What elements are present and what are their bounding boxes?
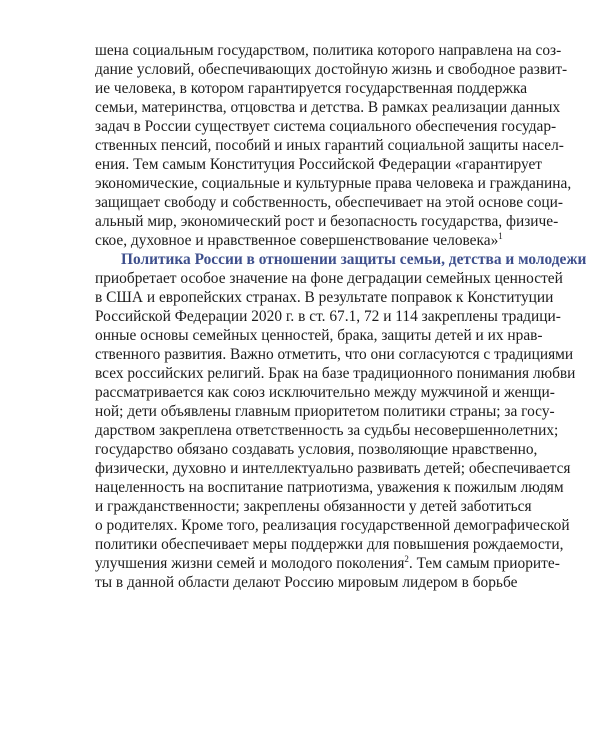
- footnote-ref[interactable]: 2: [404, 553, 409, 564]
- body-line: ты в данной области делают Россию мировым лидером в борьбе: [95, 574, 518, 591]
- body-line: онные основы семейных ценностей, брака, защиты детей и их нрав-: [95, 327, 543, 344]
- body-line: защищает свободу и собственность, обеспечивает на этой основе соци-: [95, 194, 564, 211]
- body-line: дарством закреплена ответственность за судьбы несовершеннолетних;: [95, 422, 559, 439]
- footnote-ref[interactable]: 1: [498, 230, 503, 241]
- body-line: [95, 553, 560, 573]
- body-line: задач в России существует система социального обеспечения государ-: [95, 118, 557, 135]
- body-line: нацеленность на воспитание патриотизма, уважения к пожилым людям: [95, 479, 564, 496]
- body-line: в США и европейских странах. В результате поправок к Конституции: [95, 289, 554, 306]
- body-line: ие человека, в котором гарантируется государственная поддержка: [95, 80, 528, 97]
- body-line: [95, 231, 506, 250]
- body-line: всех российских религий. Брак на базе традиционного понимания любви: [95, 365, 576, 382]
- body-line: шена социальным государством, политика которого направлена на соз-: [95, 42, 562, 59]
- body-line: экономические, социальные и культурные права человека и гражданина,: [95, 175, 572, 192]
- body-line: государство обязано создавать условия, позволяющие нравственно,: [95, 441, 538, 458]
- body-text: улучшения жизни семей и молодого поколения: [95, 555, 405, 572]
- body-line: семьи, материнства, отцовства и детства. В рамках реализации данных: [95, 99, 561, 116]
- body-line: Российской Федерации 2020 г. в ст. 67.1, 72 и 114 закреплены традици-: [95, 308, 561, 325]
- body-text: . Тем самым приорите-: [408, 555, 560, 572]
- body-line: и гражданственности; закреплены обязанности у детей заботиться: [95, 498, 532, 515]
- body-text: ское, духовное и нравственное совершенствование человека»: [95, 232, 499, 249]
- section-heading: [121, 250, 587, 269]
- body-line: дание условий, обеспечивающих достойную жизнь и свободное развит-: [95, 61, 568, 78]
- body-line: физически, духовно и интеллектуально развивать детей; обеспечивается: [95, 460, 571, 477]
- body-line: ения. Тем самым Конституция Российской Федерации «гарантирует: [95, 156, 543, 173]
- body-line: ственного развития. Важно отметить, что они согласуются с традициями: [95, 346, 574, 363]
- body-line: о родителях. Кроме того, реализация государственной демографической: [95, 517, 570, 534]
- body-line: ственных пенсий, пособий и иных гарантий социальной защиты насел-: [95, 137, 564, 154]
- body-line: приобретает особое значение на фоне деградации семейных ценностей: [95, 270, 563, 287]
- body-line: ной; дети объявлены главным приоритетом политики страны; за госу-: [95, 403, 555, 420]
- highlight-term: Политика России в отношении защиты семьи, детства и молодежи: [121, 251, 587, 268]
- body-line: политики обеспечивает меры поддержки для повышения рождаемости,: [95, 536, 564, 553]
- body-line: рассматривается как союз исключительно между мужчиной и женщи-: [95, 384, 555, 401]
- body-line: альный мир, экономический рост и безопасность государства, физиче-: [95, 213, 559, 230]
